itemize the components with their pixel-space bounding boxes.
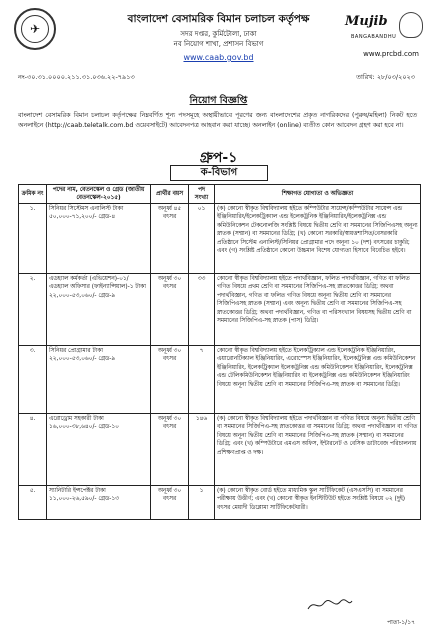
source-url: www.prcbd.com (363, 50, 419, 58)
cell-age: অনূর্ধ্ব ৩০ বৎসর (151, 274, 189, 346)
col-header-count: পদ সংখ্যা (189, 185, 215, 204)
memo-date: তারিখ: ২৮/০৩/২০২৩ (356, 73, 415, 81)
group-heading: গ্রুপ-১ (199, 150, 238, 166)
cell-count: ১ (189, 486, 215, 520)
signature (306, 597, 354, 613)
table-row (19, 346, 421, 414)
table-row (19, 204, 421, 274)
mujib-logo-text: Mujib (345, 14, 388, 29)
cell-post: স্যানিটারি ইন্সপেক্টর টাকা ১১,০০০-২৬,৫৯০/- গ্রেড-১৩ (47, 486, 151, 520)
mujib-logo (345, 12, 423, 42)
org-address: সদর দপ্তর, কুর্মিটোলা, ঢাকা (180, 30, 257, 38)
cell-age: অনূর্ধ্ব ৪৫ বৎসর (151, 204, 189, 274)
cell-age: অনূর্ধ্ব ৩০ বৎসর (151, 486, 189, 520)
col-header-qualification: শিক্ষাগত যোগ্যতা ও অভিজ্ঞতা (215, 185, 421, 204)
section-heading: ক-বিভাগ (170, 165, 268, 181)
table-header-row (19, 185, 421, 204)
intro-paragraph: বাংলাদেশ বেসামরিক বিমান চলাচল কর্তৃপক্ষের নিম্নবর্ণিত শূন্য পদসমূহে অস্থায়ীভাবে পূরণের জন্য বাংলাদেশের প্রকৃত নাগরিকদের (পুরুষ/মহিলা) নিকট হতে অনলাইনে (http://caab.teletalk.com.bd ওয়েবসাইটে) আবেদনপত্র আহবান করা যাচ্ছে। অনলাইন (online) ব্যতীত কোন আবেদন গ্রহণ করা হবে না। (18, 112, 417, 129)
org-department: নব নিয়োগ শাখা, প্রশাসন বিভাগ (173, 40, 264, 48)
cell-qualification: (ক) কোনো স্বীকৃত বোর্ড হইতে মাধ্যমিক স্কুল সার্টিফিকেট (এসএসসি) বা সমমানের পরীক্ষায় উত্তীর্ণ; এবং (খ) কোনো স্বীকৃত ইনস্টিটিউট হইতে সংশ্লিষ্ট বিষয়ে ০২ (দুই) বৎসর মেয়াদী ডিপ্লোমা সার্টিফিকেটধারী। (215, 486, 421, 520)
table-row (19, 274, 421, 346)
cell-count: ৩৩ (189, 274, 215, 346)
cell-count: ০১ (189, 204, 215, 274)
table-row (19, 414, 421, 486)
cell-qualification: কোনো স্বীকৃত বিশ্ববিদ্যালয় হইতে পদার্থবিজ্ঞান, ফলিত পদার্থবিজ্ঞান, গণিত বা ফলিত গণিত বিষয়ে প্রথম শ্রেণি বা সমমানের সিজিপিএ-সহ স্নাতকোত্তর ডিগ্রি; অথবা পদার্থবিজ্ঞান, গণিত বা ফলিত গণিত বিষয়ে অনূন্য দ্বিতীয় শ্রেণি বা সমমানের সিজিপিএসহ স্নাতক (সম্মান) এবং অনূন্য দ্বিতীয় শ্রেণি বা সমমানের সিজিপিএ-সহ স্নাতকোত্তর ডিগ্রি; অথবা পদার্থবিজ্ঞান, গণিত বা পরিসংখ্যান বিষয়সহ দ্বিতীয় শ্রেণি বা সমমানের সিজিপিএ-সহ স্নাতক (পাস) ডিগ্রি। (215, 274, 421, 346)
table-row (19, 486, 421, 520)
col-header-post: পদের নাম, বেতনস্কেল ও গ্রেড (জাতীয় বেতনস্কেল-২০১৫) (47, 185, 151, 204)
cell-count: ৭ (189, 346, 215, 414)
org-name: বাংলাদেশ বেসামরিক বিমান চলাচল কর্তৃপক্ষ (127, 13, 310, 25)
cell-serial: ৩. (19, 346, 47, 414)
cell-qualification: (ক) কোনো স্বীকৃত বিশ্ববিদ্যালয় হইতে পদার্থবিজ্ঞান বা গণিত বিষয়ে অনূন্য দ্বিতীয় শ্রেণি বা সমমানের সিজিপিএ-সহ স্নাতকোত্তর বা সমমানের ডিগ্রি; অথবা পদার্থবিজ্ঞান বা গণিত বিষয়ে অনূন্য দ্বিতীয় শ্রেণি বা সমমানের সিজিপিএ-সহ স্নাতক (সম্মান) বা সমমানের ডিগ্রি; এবং (খ) কম্পিউটারে এমএস অফিস, ইন্টারনেট ও বেসিক ডাটাবেজ পরিচালনায় প্রশিক্ষণপ্রাপ্ত ও দক্ষ। (215, 414, 421, 486)
memo-number: নং-৩০.৩১.০০০০.২১১.৩১.০৩৬.২২-৭৯১৩ (18, 73, 135, 81)
cell-qualification: কোনো স্বীকৃত বিশ্ববিদ্যালয় হইতে ইলেকট্রিক্যাল এন্ড ইলেকট্রনিক ইঞ্জিনিয়ারিং, এয়ারোনটিক্যাল ইঞ্জিনিয়ারিং, এরোস্পেস ইঞ্জিনিয়ারিং, ইলেকট্রনিক্স এন্ড কমিউনিকেশন ইঞ্জিনিয়ারিং, ইলেকট্রিক্যাল ইলেকট্রনিক্স এন্ড কমিউনিকেশন ইঞ্জিনিয়ারিং, ইলেকট্রনিক্স এন্ড টেলিকমিউনিকেশন ইঞ্জিনিয়ারিং বা ইলেকট্রনিক্স এন্ড কমিউনিকেশন ইঞ্জিনিয়ারিং বিষয়ে অনূন্য দ্বিতীয় শ্রেণি বা সমমানের সিজিপিএ-সহ স্নাতক বা সমমানের ডিগ্রি। (215, 346, 421, 414)
col-header-serial: ক্রমিক নং (19, 185, 47, 204)
cell-count: ১৪৬ (189, 414, 215, 486)
cell-qualification: (ক) কোনো স্বীকৃত বিশ্ববিদ্যালয় হইতে কম্পিউটার সায়েন্স/কম্পিউটার সায়েন্স এন্ড ইঞ্জিনিয়ারিং/ইলেকট্রিক্যাল এন্ড ইলেকট্রনিক ইঞ্জিনিয়ারিং/ইলেকট্রনিক্স এন্ড কমিউনিকেশন টেকনোলজি সংশ্লিষ্ট বিষয়ে দ্বিতীয় শ্রেণি বা সমমানের সিজিপিএসহ অনূন্য স্নাতক (সম্মান) বা সমমানের ডিগ্রি; (খ) কোনো সরকারি/স্বায়ত্তশাসিত/বেসরকারি প্রতিষ্ঠানে সিস্টেম এনালিস্ট/সিনিয়র প্রোগ্রামার পদে অনূন্য ১০ (দশ) বৎসরের চাকুরি; এবং (গ) সংশ্লিষ্ট প্রতিষ্ঠানে কোনো উচ্চমান বিশেষ যোগ্যতা হিসাবে বিবেচিত হইবে। (215, 204, 421, 274)
cell-serial: ২. (19, 274, 47, 346)
col-header-age: প্রার্থীর বয়স (151, 185, 189, 204)
portrait-icon (399, 12, 423, 38)
cell-serial: ৫. (19, 486, 47, 520)
cell-age: অনূর্ধ্ব ৩০ বৎসর (151, 414, 189, 486)
cell-post: এডহ্যাল কর্মকর্তা (এভিয়েশন)-০১/ এডহ্যাল অফিসার (ফাইন্যান্সিয়াল)-১ টাকা ২২,০০০-৫৩,০৬০/- গ্রেড-৯ (47, 274, 151, 346)
notice-title: নিয়োগ বিজ্ঞপ্তি (189, 95, 248, 106)
mujib-logo-subtext: BANGABANDHU (351, 34, 397, 40)
cell-post: সিনিয়র প্রোগ্রামার টাকা ২২,০০০-৫৩,০৬০/- গ্রেড-৯ (47, 346, 151, 414)
vacancy-table (18, 184, 421, 520)
cell-post: সিনিয়র সিস্টেমস এনালিস্ট টাকা ৫০,০০০-৭১,২০০/- গ্রেড-৪ (47, 204, 151, 274)
airplane-icon: ✈ (21, 15, 49, 43)
cell-age: অনূর্ধ্ব ৩০ বৎসর (151, 346, 189, 414)
cell-post: এরোড্রোম সহকারী টাকা ১৬,০০০-৩৮,৬৪০/- গ্রেড-১০ (47, 414, 151, 486)
page-number: পাতা-১/১৭ (387, 619, 415, 626)
cell-serial: ১. (19, 204, 47, 274)
cell-serial: ৪. (19, 414, 47, 486)
website-link[interactable]: www.caab.gov.bd (183, 53, 254, 62)
